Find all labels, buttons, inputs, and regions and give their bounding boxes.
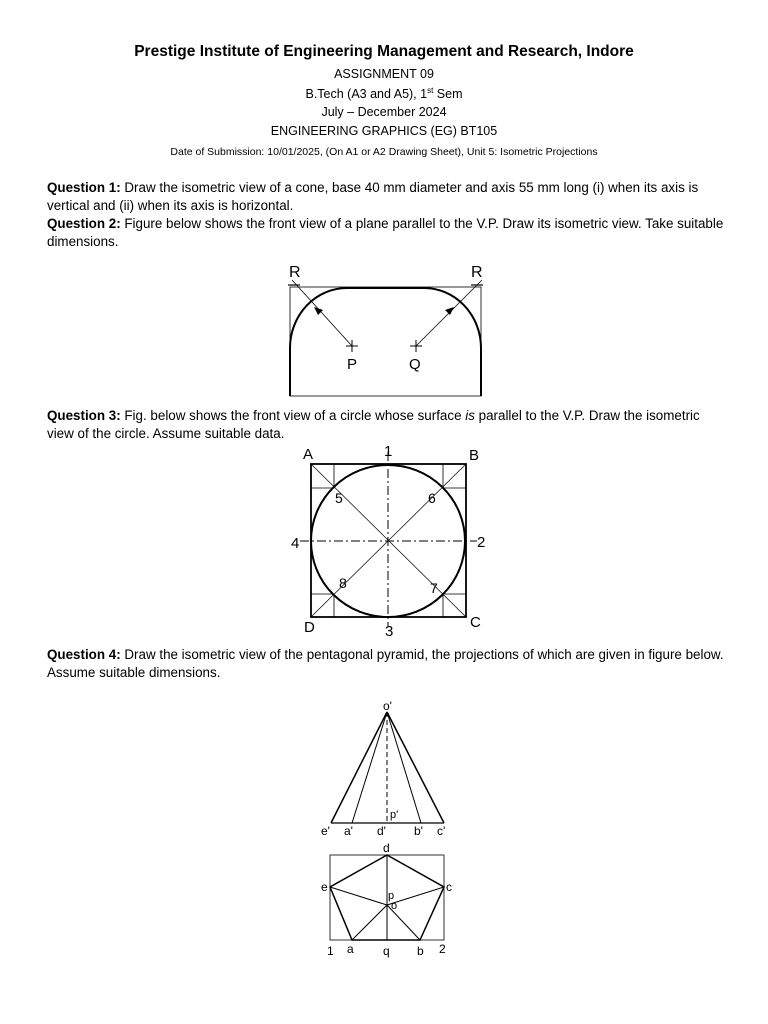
figure-3-circle: [285, 440, 495, 640]
fig3-point-1: 1: [384, 443, 393, 460]
fig3-point-2: 2: [477, 534, 486, 551]
fig4-label-e: e: [321, 880, 328, 894]
fig3-corner-a: A: [303, 446, 314, 463]
figure-2-plane: [280, 258, 490, 400]
course-superscript: st: [427, 86, 434, 95]
fig2-outline: [290, 288, 481, 396]
fig3-point-7: 7: [430, 580, 438, 596]
submission-line: Date of Submission: 10/01/2025, (On A1 or A2 Drawing Sheet), Unit 5: Isometric Projections: [170, 146, 598, 158]
fig2-enclosing-rect: [290, 287, 481, 396]
question-3: [47, 407, 727, 443]
question-4-label: Question 4:: [47, 647, 121, 662]
fig4-label-b: b: [417, 944, 424, 958]
question-2-label: Question 2:: [47, 216, 121, 231]
fig4-fv-edge-e: [331, 712, 387, 823]
course-prefix: B.Tech (A3 and A5), 1: [305, 87, 428, 102]
question-1: [47, 179, 727, 215]
fig4-label-b-prime: b': [414, 824, 423, 838]
fig4-label-p-prime: p': [390, 809, 399, 821]
fig4-label-a-prime: a': [344, 824, 353, 838]
fig4-label-e-prime: e': [321, 824, 330, 838]
fig4-fv-edge-a: [352, 712, 387, 823]
question-2: [47, 215, 727, 251]
fig4-tv-edge-e: [330, 887, 387, 905]
figure-4-pentagonal-pyramid: [315, 690, 465, 965]
question-3-text-before: Fig. below shows the front view of a circle whose surface: [120, 408, 466, 423]
fig4-label-1: 1: [327, 944, 334, 958]
question-2-text: Figure below shows the front view of a plane parallel to the V.P. Draw its isometric view. Take suitable dimensions.: [47, 216, 724, 249]
fig4-label-apex: o': [383, 699, 392, 713]
fig4-label-d-prime: d': [377, 824, 386, 838]
subject-line: ENGINEERING GRAPHICS (EG) BT105: [270, 124, 498, 138]
question-1-label: Question 1:: [47, 180, 121, 195]
fig2-label-r-right: R: [471, 264, 483, 281]
fig2-arrowhead-right: [445, 307, 454, 315]
question-3-text-italic: is: [465, 408, 475, 423]
fig2-arrowhead-left: [314, 307, 323, 315]
fig2-label-r-left: R: [289, 264, 301, 281]
fig3-point-4: 4: [291, 535, 300, 552]
assignment-number: ASSIGNMENT 09: [334, 67, 434, 81]
fig4-label-2: 2: [439, 942, 446, 956]
fig3-point-5: 5: [335, 490, 343, 506]
fig4-label-a: a: [347, 942, 354, 956]
question-3-text-after: parallel to the V.P. Draw the isometric view of the circle. Assume suitable data.: [47, 408, 700, 441]
fig3-corner-d: D: [304, 619, 315, 636]
fig4-label-d: d: [383, 841, 390, 855]
institute-title: Prestige Institute of Engineering Management and Research, Indore: [134, 43, 634, 60]
question-1-text: Draw the isometric view of a cone, base 40 mm diameter and axis 55 mm long (i) when its axis is vertical and (ii) when its axis is horizontal.: [47, 180, 699, 213]
fig3-point-3: 3: [385, 623, 394, 640]
fig2-label-q: Q: [409, 356, 421, 373]
fig4-label-c-prime: c': [437, 824, 446, 838]
fig3-corner-c: C: [470, 614, 481, 631]
fig3-point-6: 6: [428, 490, 436, 506]
fig4-label-o: o: [391, 900, 398, 912]
course-line: [0, 86, 768, 101]
fig3-point-8: 8: [339, 575, 347, 591]
fig3-corner-b: B: [469, 447, 480, 464]
fig4-label-q: q: [383, 944, 390, 958]
fig4-tv-edge-a: [352, 905, 387, 940]
question-3-label: Question 3:: [47, 408, 121, 423]
question-4-text: Draw the isometric view of the pentagonal pyramid, the projections of which are given in figure below. Assume suitable dimensions.: [47, 647, 724, 680]
course-suffix: Sem: [433, 87, 463, 102]
session-line: July – December 2024: [321, 105, 447, 119]
fig4-label-c: c: [446, 880, 452, 894]
fig2-label-p: P: [347, 356, 358, 373]
question-4: [47, 646, 727, 682]
fig4-label-p: p: [388, 890, 395, 902]
